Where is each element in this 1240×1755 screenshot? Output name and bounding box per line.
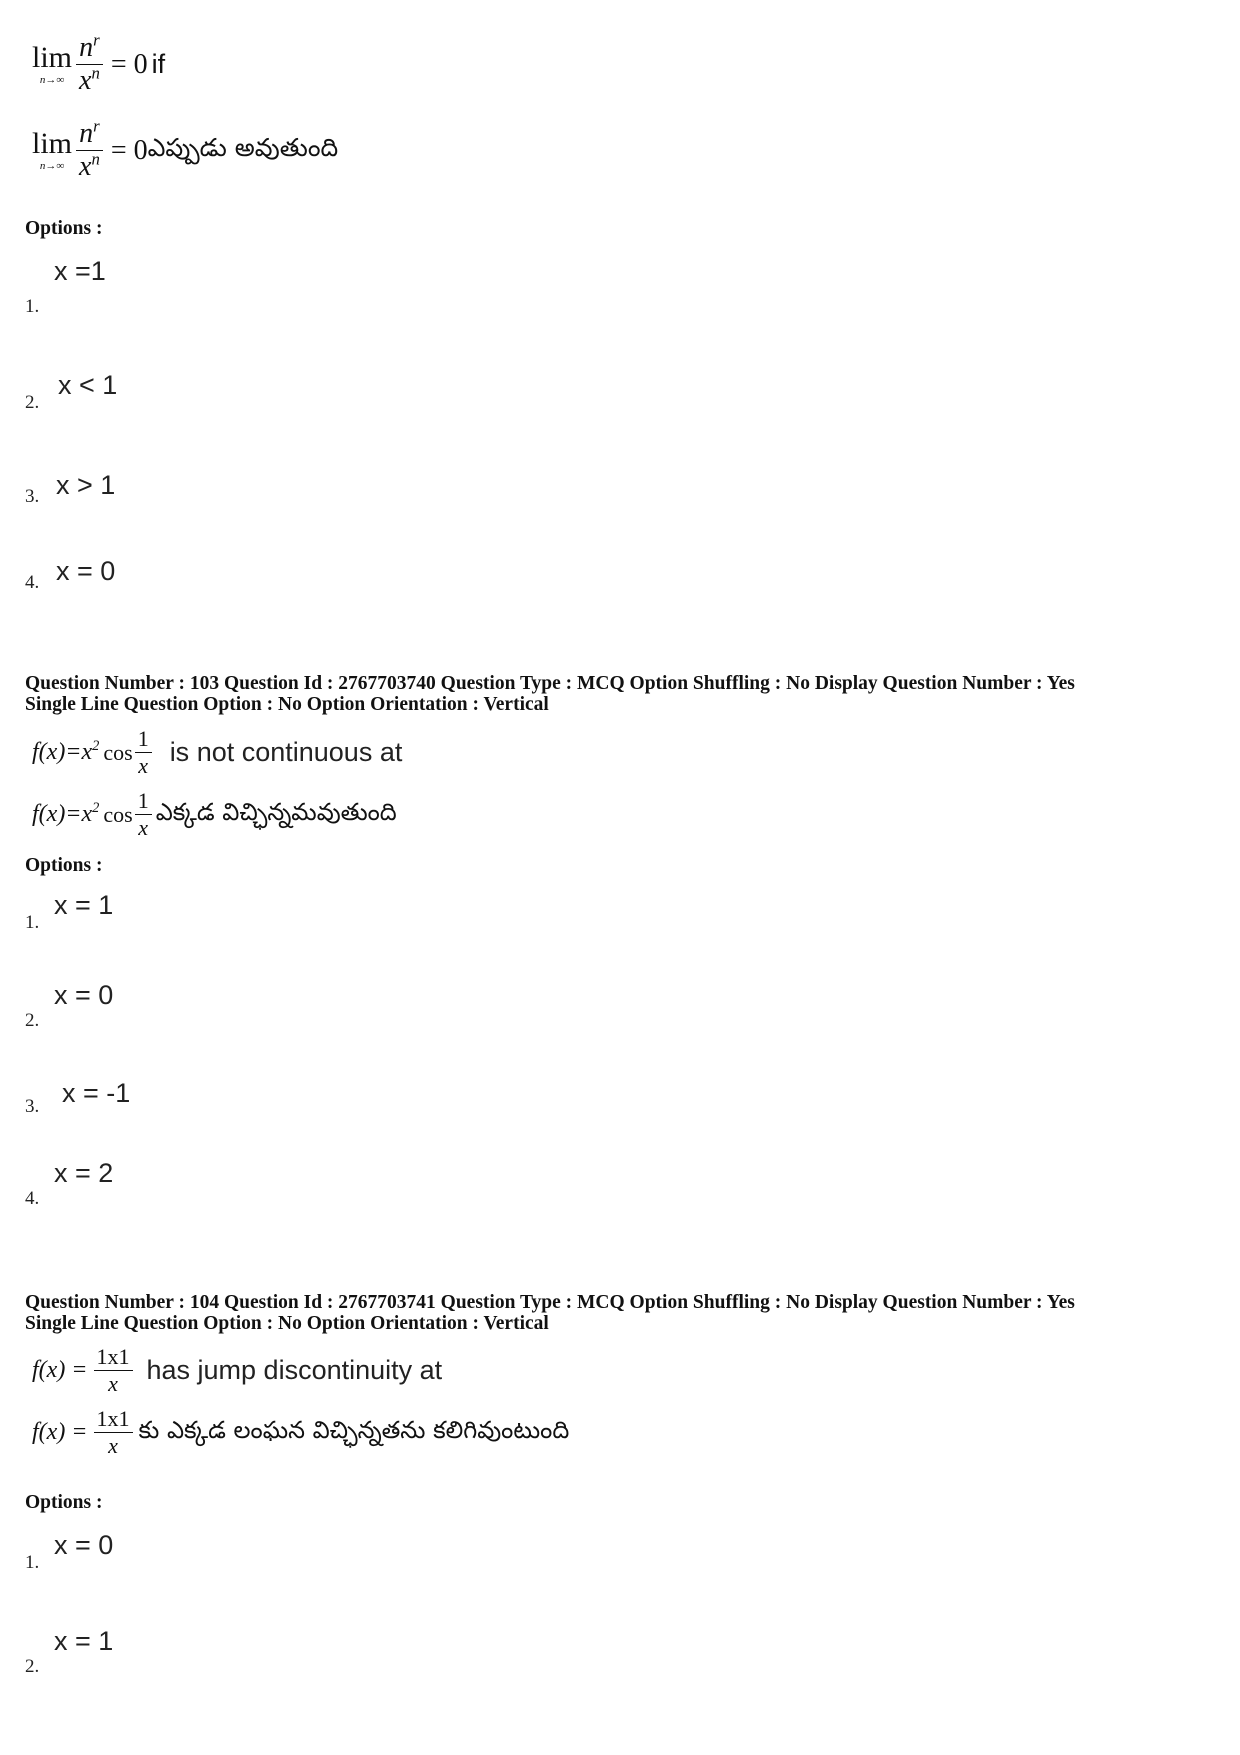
option-value: x = 0 [56, 556, 116, 586]
option-number: 4. [25, 572, 40, 593]
option-number: 3. [25, 1096, 40, 1117]
q104-stem-english: f(x) = $\frac{1x1}{x}$ has jump discontinuity at [32, 1344, 443, 1396]
limit-fraction: $\frac{n^r}{x^n}$ [76, 34, 103, 95]
question-meta-103: Question Number : 103 Question Id : 2767703740 Question Type : MCQ Option Shuffling : No Display Question Number : Yes Single Line Question Option : No Option Orientation : Vertical [25, 673, 1075, 715]
option-number: 2. [25, 392, 40, 413]
option-number: 3. [25, 486, 40, 507]
option-value: x = 2 [54, 1158, 114, 1188]
options-heading: Options : [25, 1492, 103, 1513]
option-number: 2. [25, 1010, 40, 1031]
fraction: $\frac{1}{x}$ [135, 790, 152, 839]
option-number: 1. [25, 912, 40, 933]
option-value: x = 1 [54, 1626, 114, 1656]
q104-stem-telugu: f(x) = $\frac{1x1}{x}$ కు ఎక్కడ లంఘన విచ్ఛిన్నతను కలిగివుంటుంది [32, 1406, 570, 1458]
options-heading: Options : [25, 218, 103, 239]
fraction: $\frac{1x1}{x}$ [94, 1408, 133, 1457]
option-number: 1. [25, 296, 40, 317]
question-meta-104: Question Number : 104 Question Id : 2767703741 Question Type : MCQ Option Shuffling : No Display Question Number : Yes Single Line Question Option : No Option Orientation : Vertical [25, 1292, 1075, 1334]
q103-stem-telugu: $f(x)=x^2$ cos $\frac{1}{x}$ ఎక్కడ విచ్ఛిన్నమవుతుంది [32, 788, 397, 840]
option-number: 1. [25, 1552, 40, 1573]
limit-operator: lim n→∞ [32, 127, 73, 172]
limit-fraction: $\frac{n^r}{x^n}$ [76, 120, 103, 181]
option-value: x = -1 [62, 1078, 131, 1108]
option-value: x = 0 [54, 980, 114, 1010]
fraction: $\frac{1}{x}$ [135, 728, 152, 777]
option-value: x =1 [54, 256, 106, 286]
q102-stem-english: lim n→∞ $\frac{n^r}{x^n}$ = 0 if [32, 30, 166, 96]
option-value: x = 1 [54, 890, 114, 920]
option-value: x = 0 [54, 1530, 114, 1560]
options-heading: Options : [25, 855, 103, 876]
option-value: x > 1 [56, 470, 116, 500]
option-number: 4. [25, 1188, 40, 1209]
q103-stem-english: $f(x)=x^2$ cos $\frac{1}{x}$ is not continuous at [32, 726, 403, 778]
q102-stem-telugu: lim n→∞ $\frac{n^r}{x^n}$ = 0 ఎప్పుడు అవుతుంది [32, 116, 339, 182]
fraction: $\frac{1x1}{x}$ [94, 1346, 133, 1395]
limit-operator: lim n→∞ [32, 41, 73, 86]
option-number: 2. [25, 1656, 40, 1677]
option-value: x < 1 [58, 370, 118, 400]
